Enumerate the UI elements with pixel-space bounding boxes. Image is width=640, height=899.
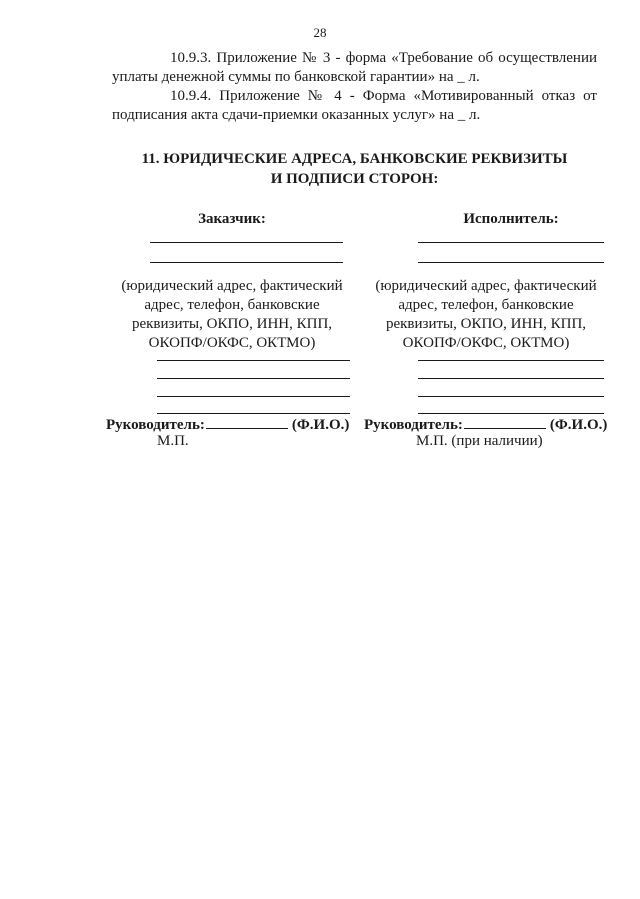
paragraph-text: 10.9.4. Приложение № 4 - Форма «Мотивированный отказ от подписания акта сдачи-приемки оказанных услуг» на _ л. <box>112 88 597 123</box>
contractor-blank-line-5 <box>418 396 604 397</box>
contractor-blank-line-6 <box>418 413 604 414</box>
hint-line: ОКОПФ/ОКФС, ОКТМО) <box>148 335 316 351</box>
customer-blank-line-1 <box>150 242 343 243</box>
section-title-line-1: 11. ЮРИДИЧЕСКИЕ АДРЕСА, БАНКОВСКИЕ РЕКВИЗИТЫ <box>141 151 568 167</box>
section-title <box>112 149 597 189</box>
hint-line: адрес, телефон, банковские <box>398 297 574 313</box>
customer-fio-label: (Ф.И.О.) <box>291 417 350 433</box>
paragraph-text: 10.9.3. Приложение № 3 - форма «Требование об осуществлении уплаты денежной суммы по банковской гарантии» на _ л. <box>112 50 597 85</box>
contractor-blank-line-2 <box>418 262 604 263</box>
contractor-heading-text: Исполнитель: <box>463 211 559 227</box>
paragraph-10-9-4 <box>112 87 597 125</box>
hint-line: (юридический адрес, фактический <box>121 278 343 294</box>
customer-requisites-hint <box>112 277 352 353</box>
contractor-blank-line-4 <box>418 378 604 379</box>
contractor-requisites-hint <box>366 277 606 353</box>
hint-line: реквизиты, ОКПО, ИНН, КПП, <box>385 316 587 332</box>
contractor-blank-line-1 <box>418 242 604 243</box>
hint-line: адрес, телефон, банковские <box>144 297 320 313</box>
customer-stamp: М.П. <box>157 433 189 449</box>
customer-blank-line-4 <box>157 378 350 379</box>
customer-signature-blank <box>206 415 288 429</box>
customer-signature-row <box>106 415 349 434</box>
customer-blank-line-3 <box>157 360 350 361</box>
page-number: 28 <box>313 25 327 40</box>
customer-blank-line-5 <box>157 396 350 397</box>
contractor-heading <box>436 209 586 229</box>
customer-blank-line-2 <box>150 262 343 263</box>
hint-line: ОКОПФ/ОКФС, ОКТМО) <box>402 335 570 351</box>
contractor-blank-line-3 <box>418 360 604 361</box>
contractor-signature-blank <box>464 415 546 429</box>
customer-signer-label: Руководитель: <box>106 417 205 433</box>
paragraph-10-9-3 <box>112 49 597 87</box>
contractor-fio-label: (Ф.И.О.) <box>549 417 608 433</box>
hint-line: реквизиты, ОКПО, ИНН, КПП, <box>131 316 333 332</box>
contractor-signer-label: Руководитель: <box>364 417 463 433</box>
section-title-line-2: И ПОДПИСИ СТОРОН: <box>270 171 439 187</box>
customer-heading-text: Заказчик: <box>198 211 266 227</box>
hint-line: (юридический адрес, фактический <box>375 278 597 294</box>
contractor-signature-row <box>364 415 607 434</box>
customer-blank-line-6 <box>157 413 350 414</box>
contractor-stamp: М.П. (при наличии) <box>416 433 543 449</box>
customer-heading <box>112 209 352 229</box>
